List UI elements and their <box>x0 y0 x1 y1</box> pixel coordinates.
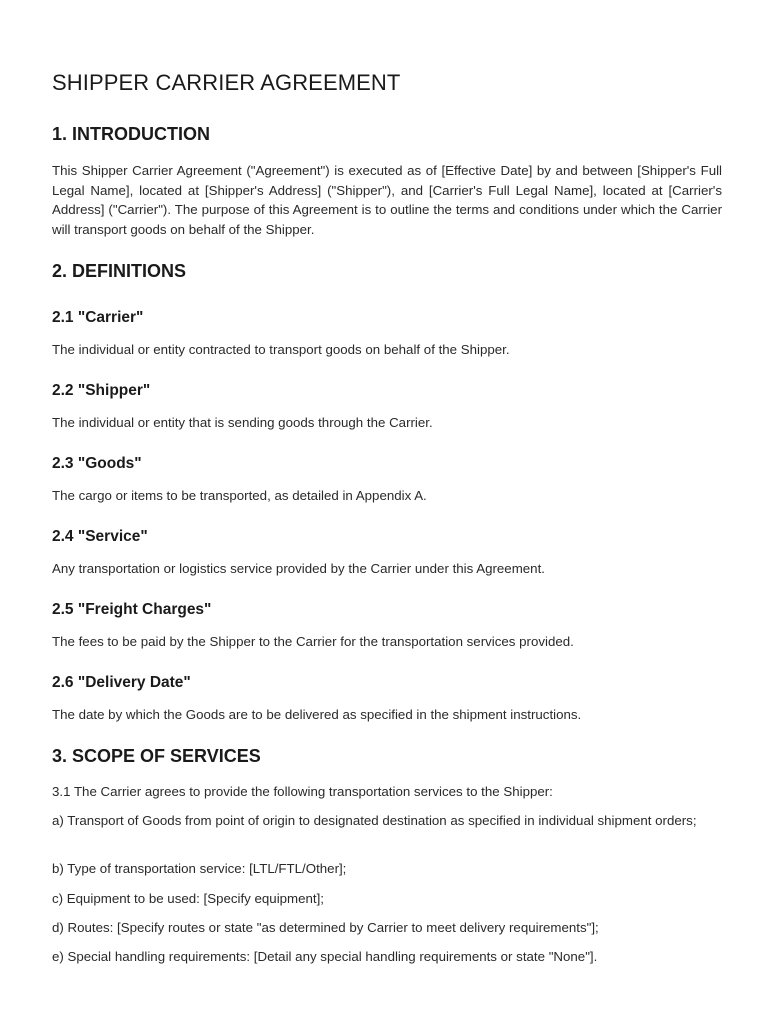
definition-shipper-text: The individual or entity that is sending goods through the Carrier. <box>52 415 433 430</box>
definition-freight-charges-text: The fees to be paid by the Shipper to the Carrier for the transportation services provided. <box>52 634 574 649</box>
introduction-heading: 1. INTRODUCTION <box>52 124 211 144</box>
definition-carrier-heading: 2.1 "Carrier" <box>52 309 144 326</box>
introduction-paragraph: This Shipper Carrier Agreement ("Agreement") is executed as of [Effective Date] by and between [Shipper's Full Legal Name], located at [Shipper's Address] ("Shipper"), and [Carrier's Full Legal Name], located at [Carrier's Address] ("Carrier"). The purpose of this Agreement is to outline the terms and conditions under which the Carrier will transport goods on behalf of the Shipper. <box>52 163 722 237</box>
scope-intro: 3.1 The Carrier agrees to provide the following transportation services to the Shipper: <box>52 784 553 799</box>
scope-item-e: e) Special handling requirements: [Detail any special handling requirements or state "None"]. <box>52 949 598 964</box>
definitions-heading: 2. DEFINITIONS <box>52 261 187 281</box>
definition-freight-charges-heading: 2.5 "Freight Charges" <box>52 601 212 618</box>
scope-item-d: d) Routes: [Specify routes or state "as determined by Carrier to meet delivery requirements"]; <box>52 920 599 935</box>
definition-goods-text: The cargo or items to be transported, as detailed in Appendix A. <box>52 488 427 503</box>
definition-goods-heading: 2.3 "Goods" <box>52 455 142 472</box>
scope-item-c: c) Equipment to be used: [Specify equipment]; <box>52 891 325 906</box>
definition-delivery-date-heading: 2.6 "Delivery Date" <box>52 674 191 691</box>
definition-shipper-heading: 2.2 "Shipper" <box>52 382 151 399</box>
definition-delivery-date-text: The date by which the Goods are to be delivered as specified in the shipment instructions. <box>52 707 582 722</box>
definition-carrier-text: The individual or entity contracted to transport goods on behalf of the Shipper. <box>52 342 510 357</box>
definition-service-text: Any transportation or logistics service provided by the Carrier under this Agreement. <box>52 561 545 576</box>
scope-item-a: a) Transport of Goods from point of origin to designated destination as specified in individual shipment orders; <box>52 813 697 828</box>
definition-service-heading: 2.4 "Service" <box>52 528 148 545</box>
document-title: SHIPPER CARRIER AGREEMENT <box>52 70 401 95</box>
scope-item-b: b) Type of transportation service: [LTL/FTL/Other]; <box>52 861 347 876</box>
scope-of-services-heading: 3. SCOPE OF SERVICES <box>52 746 261 766</box>
